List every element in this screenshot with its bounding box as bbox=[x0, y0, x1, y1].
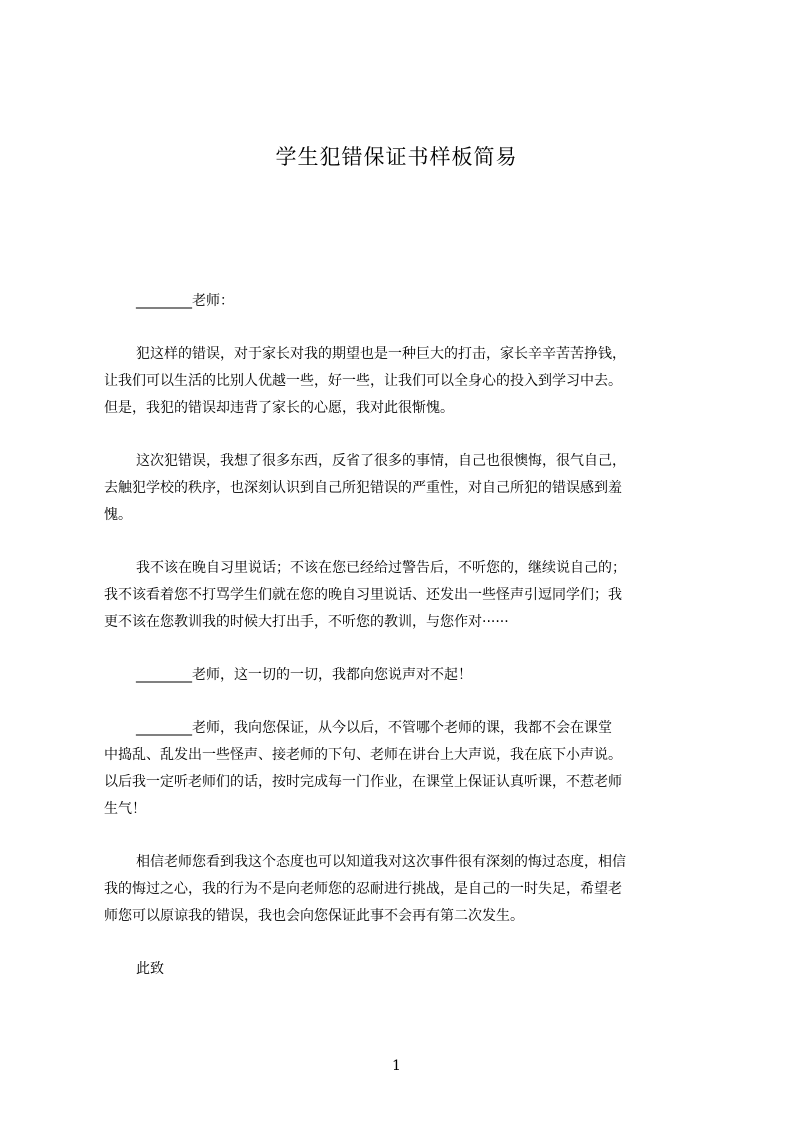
paragraph-3-line-3: 更不该在您教训我的时候大打出手，不听您的教训，与您作对······ bbox=[104, 614, 509, 630]
paragraph-5-line-1: ________老师，我向您保证，从今以后，不管哪个老师的课，我都不会在课堂 bbox=[136, 720, 612, 736]
paragraph-6-line-2: 我的悔过之心，我的行为不是向老师您的忍耐进行挑战，是自己的一时失足，希望老 bbox=[104, 881, 622, 897]
paragraph-2-line-1: 这次犯错误，我想了很多东西，反省了很多的事情，自己也很懊悔，很气自己， bbox=[136, 453, 626, 469]
paragraph-5-line-3: 以后我一定听老师们的话，按时完成每一门作业，在课堂上保证认真听课，不惹老师 bbox=[104, 774, 622, 790]
document-title: 学生犯错保证书样板简易 bbox=[275, 145, 518, 169]
paragraph-1-line-3: 但是，我犯的错误却违背了家长的心愿，我对此很惭愧。 bbox=[104, 400, 454, 416]
paragraph-5-line-2: 中捣乱、乱发出一些怪声、接老师的下句、老师在讲台上大声说，我在底下小声说。 bbox=[104, 747, 622, 763]
paragraph-6-line-3: 师您可以原谅我的错误，我也会向您保证此事不会再有第二次发生。 bbox=[104, 908, 524, 924]
paragraph-5-line-4: 生气！ bbox=[104, 801, 146, 817]
paragraph-2-line-3: 愧。 bbox=[104, 507, 132, 523]
paragraph-1-line-2: 让我们可以生活的比别人优越一些，好一些，让我们可以全身心的投入到学习中去。 bbox=[104, 373, 622, 389]
paragraph-3-line-1: 我不该在晚自习里说话；不该在您已经给过警告后，不听您的，继续说自己的； bbox=[136, 560, 626, 576]
closing: 此致 bbox=[136, 961, 164, 977]
salutation: ________老师： bbox=[136, 293, 234, 309]
paragraph-4-line-1: ________老师，这一切的一切，我都向您说声对不起！ bbox=[136, 667, 472, 683]
paragraph-3-line-2: 我不该看着您不打骂学生们就在您的晚自习里说话、还发出一些怪声引逗同学们；我 bbox=[104, 587, 622, 603]
paragraph-1-line-1: 犯这样的错误，对于家长对我的期望也是一种巨大的打击，家长辛辛苦苦挣钱， bbox=[136, 346, 626, 362]
paragraph-2-line-2: 去触犯学校的秩序，也深刻认识到自己所犯错误的严重性，对自己所犯的错误感到羞 bbox=[104, 480, 622, 496]
page-number: 1 bbox=[392, 1058, 401, 1074]
paragraph-6-line-1: 相信老师您看到我这个态度也可以知道我对这次事件很有深刻的悔过态度，相信 bbox=[136, 854, 626, 870]
